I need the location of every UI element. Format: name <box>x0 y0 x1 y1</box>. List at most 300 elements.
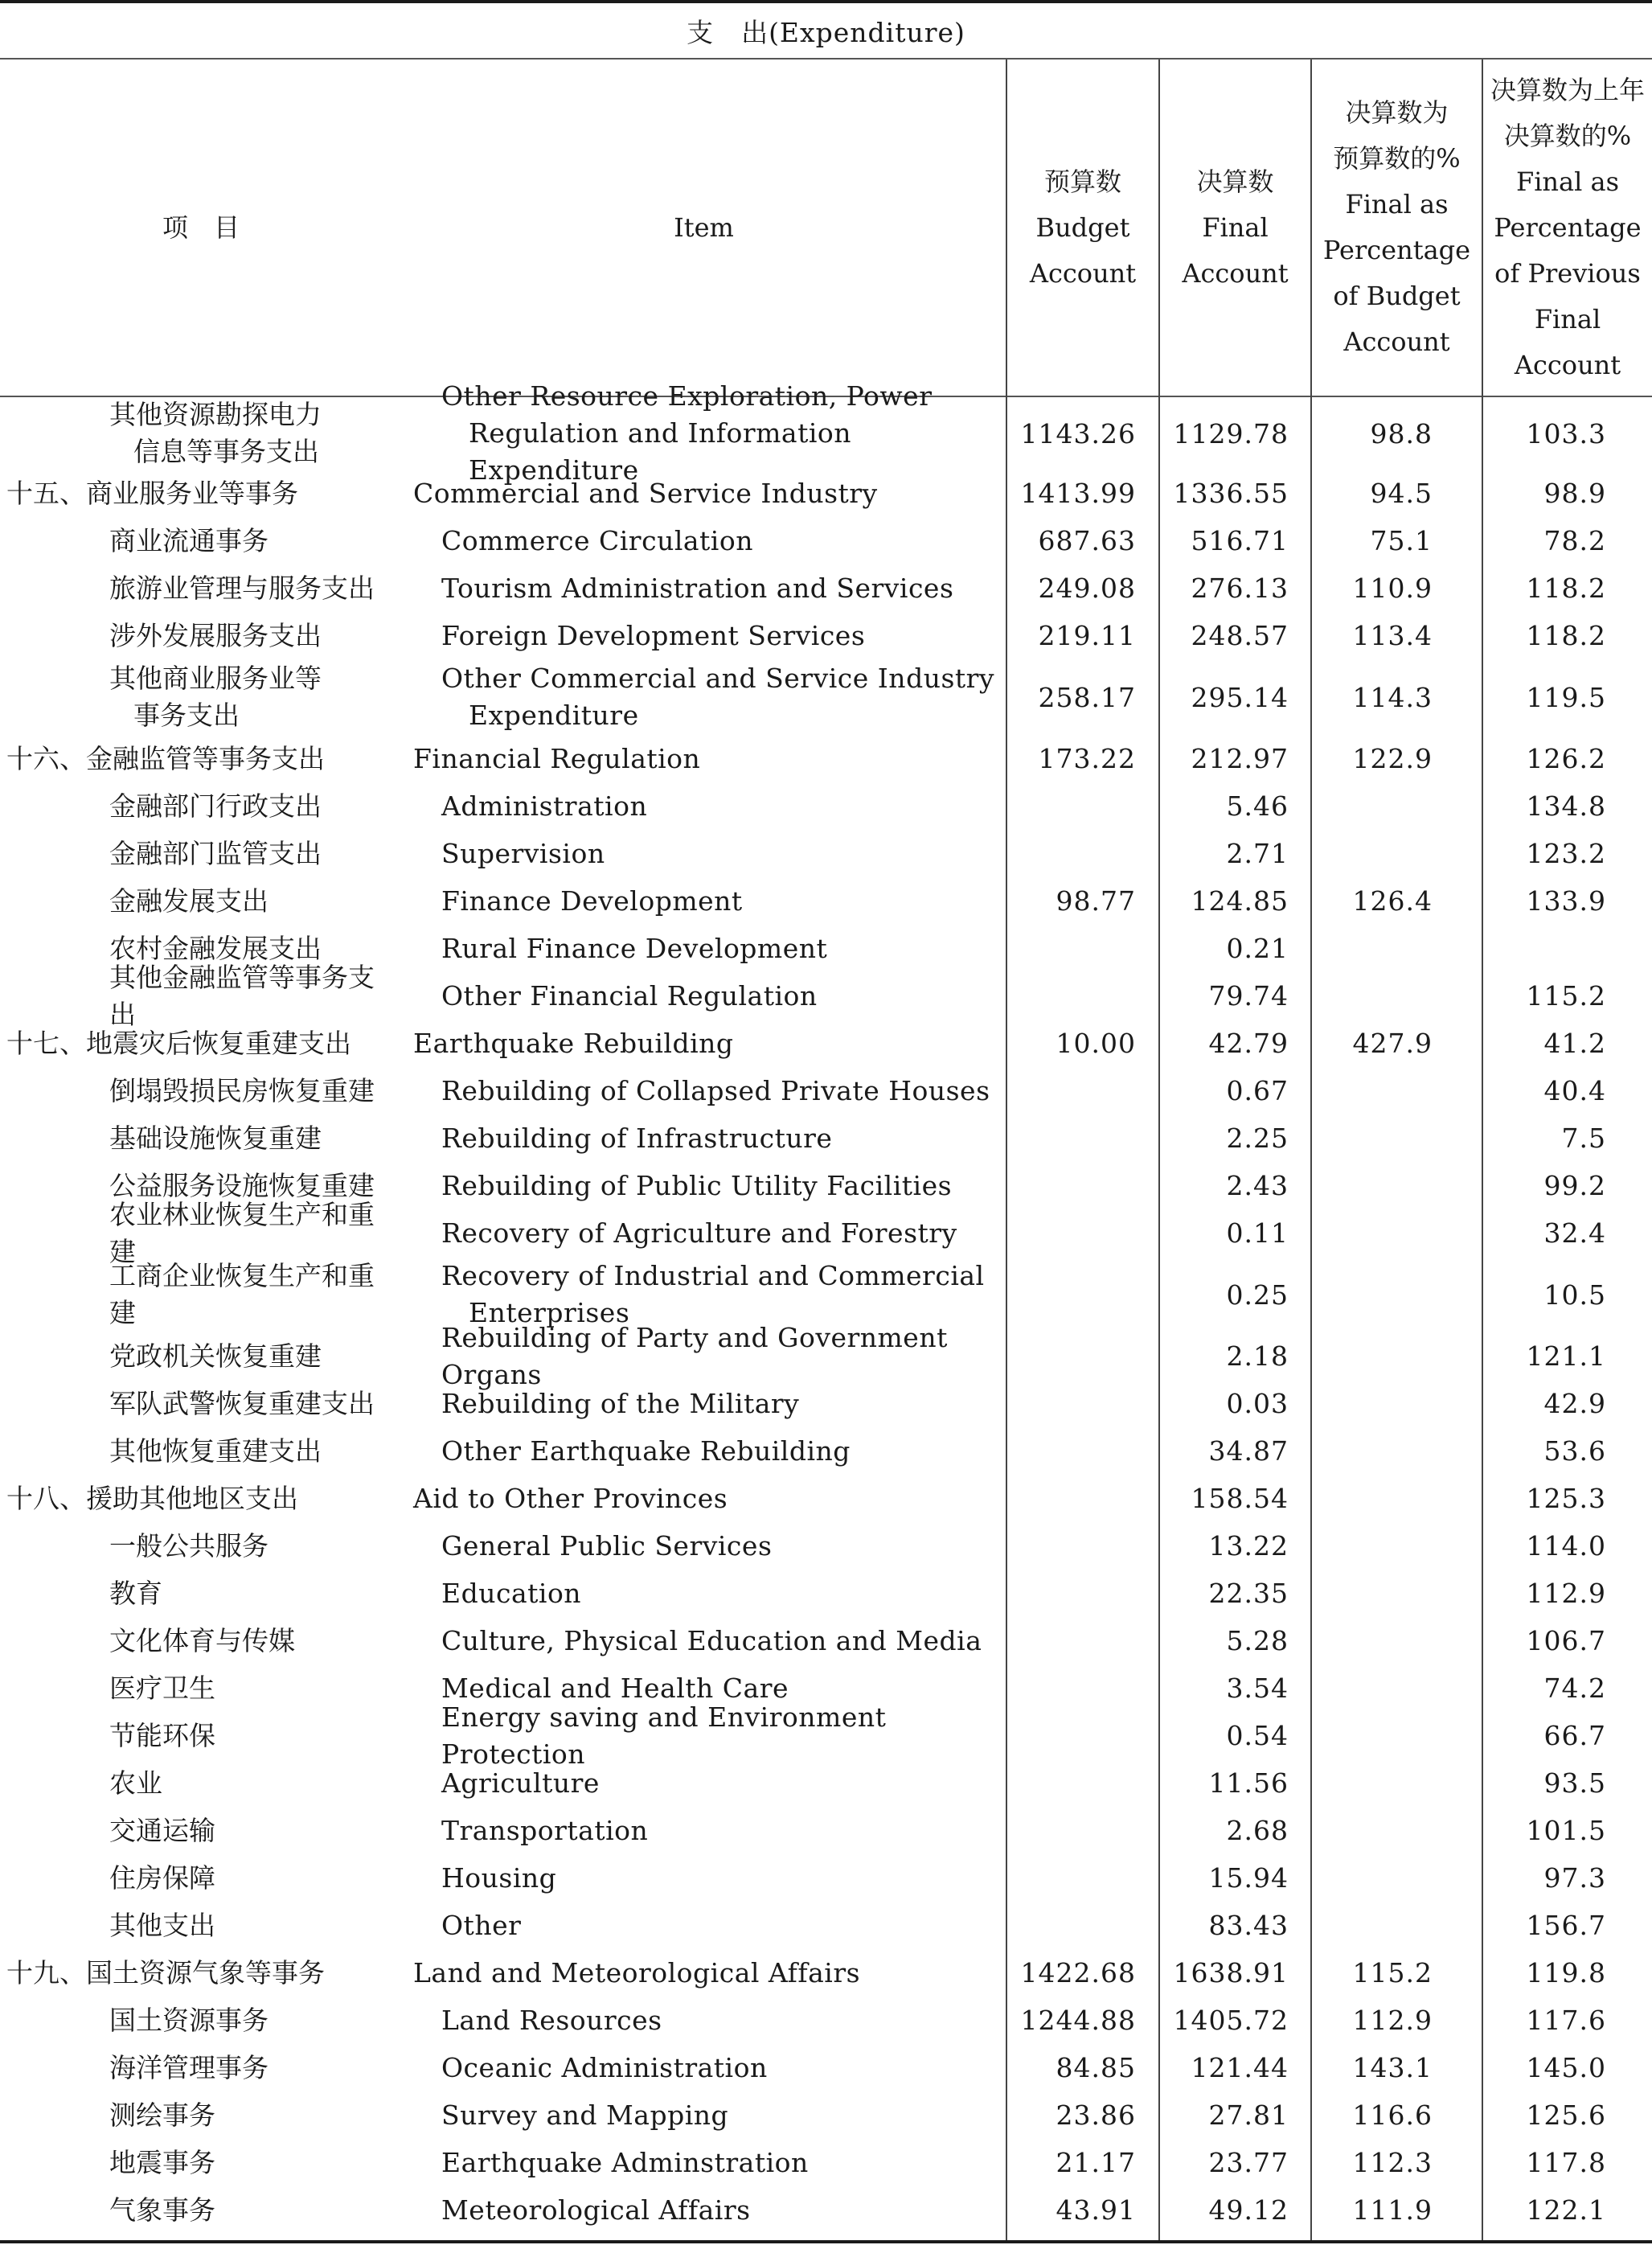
pct-budget-value: 75.1 <box>1370 525 1433 556</box>
budget-value: 98.77 <box>1056 885 1136 917</box>
item-name-cn-line: 节能环保 <box>109 1719 215 1751</box>
item-name-en-line: Housing <box>441 1861 557 1894</box>
final-value: 27.81 <box>1208 2099 1289 2131</box>
header-item-cn <box>0 60 402 396</box>
item-name-cn <box>6 2091 399 2139</box>
item-name-en-line: Survey and Mapping <box>441 2099 729 2131</box>
pct-prev-value: 32.4 <box>1543 1217 1606 1249</box>
pct-prev-value: 40.4 <box>1543 1075 1606 1106</box>
item-name-en-line: Other Financial Regulation <box>441 979 818 1012</box>
header-pct-prev-line: Account <box>1514 349 1621 380</box>
pct-prev-value: 114.0 <box>1526 1530 1606 1562</box>
item-name-cn-line: 金融部门监管支出 <box>109 837 322 869</box>
item-name-en-line: Rebuilding of Public Utility Facilities <box>441 1169 953 1201</box>
header-pct-prev-line: Final as <box>1515 166 1620 197</box>
item-row <box>0 1807 1652 1854</box>
item-name-en-line: Commerce Circulation <box>441 524 753 556</box>
item-name-cn-line: 旅游业管理与服务支出 <box>109 572 375 604</box>
budget-value: 23.86 <box>1056 2099 1136 2131</box>
header-pct-budget-line: Final as <box>1345 189 1449 220</box>
final-value: 13.22 <box>1208 1530 1289 1562</box>
item-name-en-line: Other <box>441 1909 522 1941</box>
item-name-en-line: Enterprises <box>469 1297 630 1328</box>
item-name-cn-line: 农业林业恢复生产和重建 <box>109 1198 375 1267</box>
pct-prev-value: 119.8 <box>1526 1957 1606 1988</box>
item-name-cn <box>6 830 399 877</box>
final-value: 1129.78 <box>1173 417 1289 449</box>
item-name-en <box>441 782 1008 830</box>
pct-prev-value: 41.2 <box>1543 1028 1606 1059</box>
pct-prev-value: 118.2 <box>1526 620 1606 651</box>
item-name-en-line: Oceanic Administration <box>441 2051 768 2083</box>
item-name-cn-line: 其他恢复重建支出 <box>109 1434 322 1467</box>
pct-prev-value: 122.1 <box>1526 2194 1606 2226</box>
item-name-cn <box>6 1997 399 2044</box>
pct-budget-value: 116.6 <box>1352 2099 1433 2131</box>
item-name-cn-line: 其他金融监管等事务支出 <box>109 961 375 1030</box>
header-pct-prev-line: Final <box>1534 303 1601 334</box>
final-value: 49.12 <box>1208 2194 1289 2226</box>
item-name-en-line: Supervision <box>441 837 605 869</box>
item-name-en <box>441 1617 1008 1664</box>
item-name-cn-line: 十五、商业服务业等事务 <box>6 477 298 509</box>
item-name-cn <box>6 1807 399 1854</box>
final-value: 0.21 <box>1226 933 1289 964</box>
header-budget-line: Budget <box>1035 211 1130 243</box>
pct-prev-value: 133.9 <box>1526 885 1606 917</box>
item-row <box>0 380 1652 486</box>
item-row <box>0 1617 1652 1664</box>
item-name-en-line: Aid to Other Provinces <box>413 1482 728 1514</box>
item-name-cn <box>6 564 399 612</box>
final-value: 1638.91 <box>1173 1957 1289 1988</box>
final-value: 2.43 <box>1226 1170 1289 1201</box>
header-final <box>1160 60 1310 396</box>
item-name-en <box>441 830 1008 877</box>
item-name-en <box>441 1902 1008 1949</box>
final-value: 0.25 <box>1226 1278 1289 1311</box>
item-name-en-line: Education <box>441 1577 582 1609</box>
item-name-en <box>441 2139 1008 2186</box>
item-name-cn <box>6 1198 399 1267</box>
final-value: 42.79 <box>1208 1028 1289 1059</box>
header-final-line: 决算数 <box>1196 166 1274 197</box>
item-name-en <box>441 1854 1008 1902</box>
item-name-en <box>441 1570 1008 1617</box>
budget-value: 10.00 <box>1056 1028 1136 1059</box>
final-value: 1336.55 <box>1173 478 1289 509</box>
final-value: 212.97 <box>1191 743 1289 774</box>
item-name-en <box>413 1020 1008 1067</box>
final-value: 23.77 <box>1208 2147 1289 2178</box>
pct-prev-value: 125.3 <box>1526 1483 1606 1514</box>
item-name-cn-line: 军队武警恢复重建支出 <box>109 1387 375 1419</box>
category-row <box>0 1020 1652 1067</box>
header-pct-budget-line: Percentage <box>1322 235 1471 265</box>
item-name-en <box>441 1209 1008 1257</box>
item-name-en <box>413 1475 1008 1522</box>
item-name-en-line: Earthquake Adminstration <box>441 2146 809 2178</box>
item-row <box>0 1427 1652 1475</box>
item-name-en-line: Rural Finance Development <box>441 932 828 964</box>
item-name-cn <box>6 1257 399 1332</box>
item-row <box>0 659 1652 735</box>
item-name-en-line: Agriculture <box>441 1767 600 1799</box>
item-name-cn <box>6 1712 399 1759</box>
item-name-cn <box>6 1617 399 1664</box>
item-name-cn-line: 一般公共服务 <box>109 1529 269 1562</box>
item-name-en <box>441 1067 1008 1114</box>
category-row <box>0 1949 1652 1997</box>
item-name-en <box>441 925 1008 972</box>
item-name-en <box>413 1949 1008 1997</box>
header-item-en-label: Item <box>674 211 734 243</box>
item-row <box>0 1997 1652 2044</box>
item-name-cn-line: 农业 <box>109 1767 162 1799</box>
item-row <box>0 1380 1652 1427</box>
item-name-cn-line: 十七、地震灾后恢复重建支出 <box>6 1027 351 1059</box>
pct-prev-value: 121.1 <box>1526 1340 1606 1372</box>
item-name-en <box>441 1380 1008 1427</box>
item-name-en-line: Rebuilding of Infrastructure <box>441 1122 833 1154</box>
header-item-cn-label: 项 目 <box>162 211 240 243</box>
pct-prev-value: 117.6 <box>1526 2005 1606 2036</box>
pct-prev-value: 145.0 <box>1526 2052 1606 2083</box>
item-name-cn-line: 农村金融发展支出 <box>109 932 322 964</box>
item-name-cn-line: 交通运输 <box>109 1814 215 1846</box>
item-name-cn-line: 教育 <box>109 1577 162 1609</box>
item-row <box>0 564 1652 612</box>
pct-prev-value: 66.7 <box>1543 1720 1606 1751</box>
pct-prev-value: 101.5 <box>1526 1815 1606 1846</box>
item-name-cn <box>6 1949 392 1997</box>
item-name-en <box>441 1807 1008 1854</box>
item-row <box>0 1701 1652 1770</box>
item-name-en <box>441 2186 1008 2234</box>
header-budget-line: 预算数 <box>1043 166 1121 197</box>
header-pct-prev-line: Percentage <box>1494 211 1642 243</box>
item-name-cn <box>6 961 399 1030</box>
item-name-en-line: Medical and Health Care <box>441 1672 789 1704</box>
header-budget <box>1007 60 1158 396</box>
item-name-en <box>441 659 1008 735</box>
pct-prev-value: 112.9 <box>1526 1578 1606 1609</box>
item-name-cn <box>6 1427 399 1475</box>
item-name-cn-line: 其他资源勘探电力 <box>109 399 322 430</box>
item-name-en <box>441 1162 1008 1209</box>
item-name-cn-line: 信息等事务支出 <box>133 436 319 467</box>
item-name-en-line: Recovery of Agriculture and Forestry <box>441 1217 957 1249</box>
item-name-cn-line: 地震事务 <box>109 2146 215 2178</box>
item-name-cn <box>6 1759 399 1807</box>
final-value: 295.14 <box>1191 681 1289 713</box>
pct-budget-value: 110.9 <box>1352 573 1433 604</box>
budget-value: 219.11 <box>1038 620 1136 651</box>
item-row <box>0 830 1652 877</box>
item-name-en <box>441 380 1008 486</box>
item-row <box>0 877 1652 925</box>
item-name-cn-line: 商业流通事务 <box>109 524 269 556</box>
pct-budget-value: 427.9 <box>1352 1028 1433 1059</box>
item-name-en-line: General Public Services <box>441 1529 773 1562</box>
item-name-en-line: Regulation and Information Expenditure <box>469 417 851 486</box>
final-value: 15.94 <box>1208 1862 1289 1894</box>
pct-budget-value: 113.4 <box>1352 620 1433 651</box>
category-row <box>0 735 1652 782</box>
item-name-cn-line: 金融部门行政支出 <box>109 790 322 822</box>
pct-prev-value: 53.6 <box>1543 1435 1606 1467</box>
pct-prev-value: 7.5 <box>1561 1122 1606 1154</box>
item-name-cn <box>6 612 399 659</box>
pct-prev-value: 123.2 <box>1526 838 1606 869</box>
item-name-en-line: Land Resources <box>441 2004 662 2036</box>
pct-budget-value: 143.1 <box>1352 2052 1433 2083</box>
header-pct-prev-line: 决算数为上年 <box>1490 74 1645 105</box>
final-value: 2.71 <box>1226 838 1289 869</box>
item-name-cn-line: 医疗卫生 <box>109 1672 215 1704</box>
header-final-line: Final <box>1202 211 1269 243</box>
item-row <box>0 1114 1652 1162</box>
item-name-en-line: Other Resource Exploration, Power <box>441 380 933 412</box>
item-name-en-line: Financial Regulation <box>413 742 701 774</box>
item-name-en-line: Recovery of Industrial and Commercial <box>441 1260 985 1291</box>
header-pct-prev-line: 决算数的% <box>1503 120 1632 151</box>
final-value: 0.54 <box>1226 1720 1289 1751</box>
pct-prev-value: 42.9 <box>1543 1388 1606 1419</box>
final-value: 79.74 <box>1208 980 1289 1012</box>
item-name-cn-line: 涉外发展服务支出 <box>109 619 322 651</box>
final-value: 0.11 <box>1226 1217 1289 1249</box>
item-name-en <box>413 470 1008 517</box>
item-name-cn <box>6 397 399 470</box>
item-name-en-line: Culture, Physical Education and Media <box>441 1624 982 1656</box>
item-name-cn <box>6 2044 399 2091</box>
final-value: 121.44 <box>1191 2052 1289 2083</box>
final-value: 2.68 <box>1226 1815 1289 1846</box>
pct-budget-value: 98.8 <box>1370 417 1433 449</box>
item-name-en <box>441 1522 1008 1570</box>
item-name-en <box>441 1427 1008 1475</box>
item-name-en <box>441 1701 1008 1770</box>
final-value: 34.87 <box>1208 1435 1289 1467</box>
item-name-cn <box>6 1114 399 1162</box>
pct-prev-value: 115.2 <box>1526 980 1606 1012</box>
item-name-cn <box>6 470 392 517</box>
item-name-cn <box>6 735 392 782</box>
pct-budget-value: 94.5 <box>1370 478 1433 509</box>
item-name-cn <box>6 659 399 735</box>
pct-prev-value: 103.3 <box>1526 417 1606 449</box>
pct-budget-value: 112.3 <box>1352 2147 1433 2178</box>
item-name-cn <box>6 1332 399 1380</box>
item-row <box>0 2044 1652 2091</box>
header-pct-budget-line: 决算数为 <box>1345 97 1449 128</box>
pct-prev-value: 106.7 <box>1526 1625 1606 1656</box>
item-name-cn <box>6 877 399 925</box>
item-name-cn <box>6 1475 392 1522</box>
item-row <box>0 1067 1652 1114</box>
header-item-en <box>402 60 1006 396</box>
item-name-en-line: Rebuilding of the Military <box>441 1387 800 1419</box>
item-name-cn-line: 文化体育与传媒 <box>109 1624 295 1656</box>
item-row <box>0 961 1652 1030</box>
pct-budget-value: 126.4 <box>1352 885 1433 917</box>
budget-value: 687.63 <box>1038 525 1136 556</box>
budget-value: 258.17 <box>1038 681 1136 713</box>
item-name-cn <box>6 782 399 830</box>
final-value: 516.71 <box>1191 525 1289 556</box>
header-pct-prev-line: of Previous <box>1494 257 1641 289</box>
item-name-cn <box>6 1067 399 1114</box>
item-name-en <box>441 612 1008 659</box>
item-name-cn-line: 事务支出 <box>133 700 240 731</box>
item-name-cn-line: 金融发展支出 <box>109 884 269 917</box>
item-name-cn-line: 倒塌毁损民房恢复重建 <box>109 1074 375 1106</box>
item-name-en <box>441 1321 1008 1390</box>
final-value: 1405.72 <box>1173 2005 1289 2036</box>
item-name-cn-line: 国土资源事务 <box>109 2004 269 2036</box>
pct-prev-value: 117.8 <box>1526 2147 1606 2178</box>
budget-value: 1413.99 <box>1020 478 1136 509</box>
pct-prev-value: 78.2 <box>1543 525 1606 556</box>
item-row <box>0 2091 1652 2139</box>
item-name-cn <box>6 1664 399 1712</box>
header-pct-budget-line: Account <box>1343 326 1450 357</box>
final-value: 22.35 <box>1208 1578 1289 1609</box>
item-name-en-line: Other Earthquake Rebuilding <box>441 1434 851 1467</box>
budget-value: 249.08 <box>1038 573 1136 604</box>
category-row <box>0 1475 1652 1522</box>
item-name-cn-line: 其他商业服务业等 <box>109 663 322 694</box>
item-name-cn <box>6 1380 399 1427</box>
budget-value: 1244.88 <box>1020 2005 1136 2036</box>
item-name-cn-line: 十六、金融监管等事务支出 <box>6 742 325 774</box>
final-value: 11.56 <box>1208 1767 1289 1799</box>
header-pct-prev <box>1483 60 1652 396</box>
item-name-cn-line: 工商企业恢复生产和重建 <box>109 1260 375 1328</box>
header-budget-line: Account <box>1029 257 1137 289</box>
item-row <box>0 1570 1652 1617</box>
pct-prev-value: 118.2 <box>1526 573 1606 604</box>
final-value: 83.43 <box>1208 1910 1289 1941</box>
item-name-en-line: Tourism Administration and Services <box>441 572 954 604</box>
item-name-cn <box>6 2139 399 2186</box>
item-name-cn-line: 测绘事务 <box>109 2099 215 2131</box>
budget-value: 1422.68 <box>1020 1957 1136 1988</box>
pct-prev-value: 126.2 <box>1526 743 1606 774</box>
item-name-en-line: Transportation <box>441 1814 649 1846</box>
header-pct-budget-line: of Budget <box>1333 281 1461 311</box>
item-row <box>0 1321 1652 1390</box>
item-name-cn-line: 气象事务 <box>109 2194 215 2226</box>
item-name-en-line: Commercial and Service Industry <box>413 477 878 509</box>
item-name-en <box>413 735 1008 782</box>
final-value: 2.18 <box>1226 1340 1289 1372</box>
budget-value: 1143.26 <box>1020 417 1136 449</box>
item-name-cn-line: 十八、援助其他地区支出 <box>6 1482 298 1514</box>
item-name-cn-line: 住房保障 <box>109 1861 215 1894</box>
item-name-en-line: Expenditure <box>469 700 639 731</box>
item-name-cn-line: 公益服务设施恢复重建 <box>109 1169 375 1201</box>
item-name-en-line: Energy saving and Environment Protection <box>441 1701 887 1770</box>
pct-prev-value: 99.2 <box>1543 1170 1606 1201</box>
pct-prev-value: 97.3 <box>1543 1862 1606 1894</box>
final-value: 3.54 <box>1226 1672 1289 1704</box>
item-name-en <box>441 564 1008 612</box>
item-name-en <box>441 972 1008 1020</box>
item-name-en-line: Rebuilding of Collapsed Private Houses <box>441 1074 990 1106</box>
item-name-en <box>441 517 1008 564</box>
item-name-cn-line: 其他支出 <box>109 1909 215 1941</box>
pct-prev-value: 156.7 <box>1526 1910 1606 1941</box>
item-name-cn-line: 党政机关恢复重建 <box>109 1340 322 1372</box>
item-name-en-line: Meteorological Affairs <box>441 2194 751 2226</box>
final-value: 158.54 <box>1191 1483 1289 1514</box>
item-row <box>0 1759 1652 1807</box>
item-row <box>0 1902 1652 1949</box>
item-name-cn <box>6 1020 392 1067</box>
header-pct-budget-line: 预算数的% <box>1333 143 1461 174</box>
pct-budget-value: 115.2 <box>1352 1957 1433 1988</box>
final-value: 124.85 <box>1191 885 1289 917</box>
item-name-en <box>441 2091 1008 2139</box>
item-name-en <box>441 877 1008 925</box>
item-name-cn <box>6 517 399 564</box>
item-name-cn <box>6 1854 399 1902</box>
item-name-cn-line: 海洋管理事务 <box>109 2051 269 2083</box>
item-name-en <box>441 1997 1008 2044</box>
item-name-en-line: Earthquake Rebuilding <box>413 1027 734 1059</box>
item-name-cn <box>6 1902 399 1949</box>
item-name-en-line: Land and Meteorological Affairs <box>413 1956 861 1988</box>
pct-prev-value: 74.2 <box>1543 1672 1606 1704</box>
pct-prev-value: 119.5 <box>1526 681 1606 713</box>
final-value: 0.67 <box>1226 1075 1289 1106</box>
item-name-en <box>441 1114 1008 1162</box>
item-name-en <box>441 2044 1008 2091</box>
pct-prev-value: 134.8 <box>1526 790 1606 822</box>
item-name-cn-line: 基础设施恢复重建 <box>109 1122 322 1154</box>
bottom-rule <box>0 2240 1652 2243</box>
item-name-cn <box>6 1570 399 1617</box>
final-value: 5.46 <box>1226 790 1289 822</box>
item-row <box>0 2186 1652 2234</box>
item-name-en-line: Finance Development <box>441 884 743 917</box>
item-row <box>0 1198 1652 1267</box>
pct-prev-value: 10.5 <box>1543 1278 1606 1311</box>
item-row <box>0 2139 1652 2186</box>
item-row <box>0 612 1652 659</box>
item-name-cn-line: 十九、国土资源气象等事务 <box>6 1956 325 1988</box>
table-body <box>0 380 1652 2234</box>
pct-budget-value: 122.9 <box>1352 743 1433 774</box>
header-final-line: Account <box>1182 257 1289 289</box>
pct-prev-value: 125.6 <box>1526 2099 1606 2131</box>
item-row <box>0 1522 1652 1570</box>
budget-value: 43.91 <box>1056 2194 1136 2226</box>
top-rule <box>0 0 1652 3</box>
pct-budget-value: 112.9 <box>1352 2005 1433 2036</box>
budget-value: 21.17 <box>1056 2147 1136 2178</box>
pct-budget-value: 114.3 <box>1352 681 1433 713</box>
item-row <box>0 517 1652 564</box>
budget-value: 173.22 <box>1038 743 1136 774</box>
category-row <box>0 470 1652 517</box>
item-name-en-line: Other Commercial and Service Industry <box>441 663 995 694</box>
item-name-cn <box>6 2186 399 2234</box>
item-name-en <box>441 1759 1008 1807</box>
final-value: 276.13 <box>1191 573 1289 604</box>
